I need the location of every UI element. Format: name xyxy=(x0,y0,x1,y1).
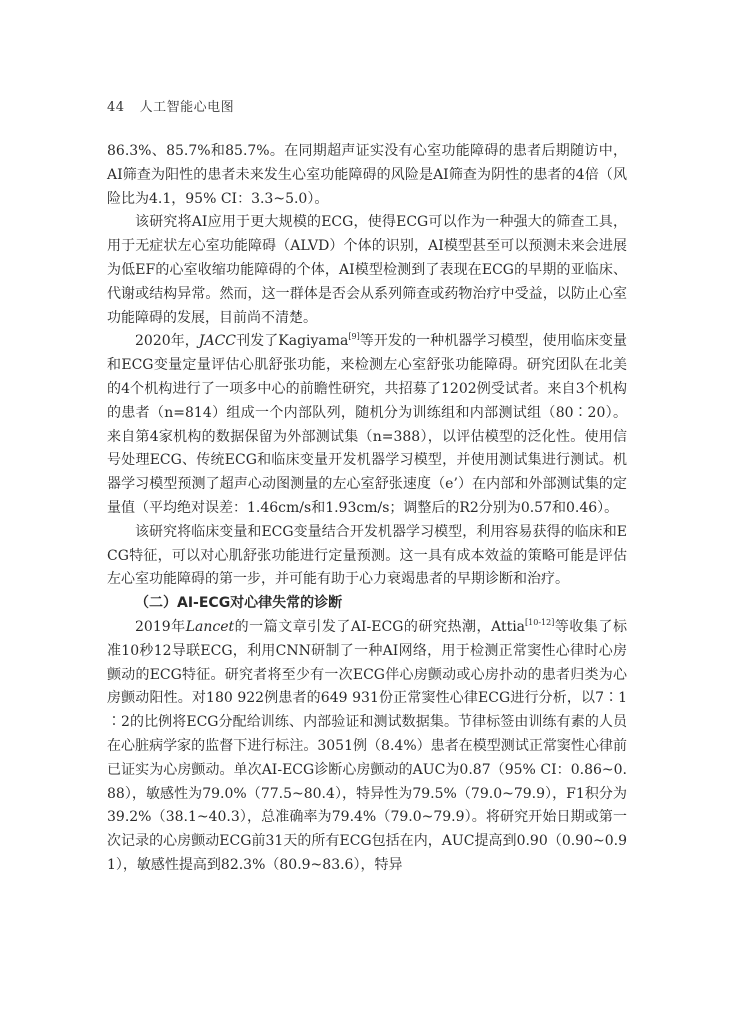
paragraph-text: 的一篇文章引发了AI-ECG的研究热潮，Attia xyxy=(234,618,526,635)
book-title: 人工智能心电图 xyxy=(139,100,235,115)
paragraph-alvd-study: 该研究将AI应用于更大规模的ECG，使得ECG可以作为一种强大的筛查工具，用于无症状左心室功能障碍（ALVD）个体的识别，AI模型甚至可以预测未来会进展为低EF的心室收缩功能障碍的个体，AI模型检测到了表现在ECG的早期的亚临床、代谢或结构异常。然而，这一群体是否会从系列筛查或药物治疗中受益，以防止心室功能障碍的发展，目前尚不清楚。 xyxy=(107,214,627,326)
paragraph-kagiyama-study xyxy=(107,330,627,520)
paragraph-text: 刊发了Kagiyama xyxy=(236,333,349,350)
paragraph-text: 等收集了标准10秒12导联ECG，利用CNN研制了一种AI网络，用于检测正常窦性心律时心房颤动的ECG特征。研究者将至少有一次ECG伴心房颤动或心房扑动的患者归类为心房颤动阳性。对180 922例患者的649 931份正常窦性心律ECG进行分析，以7∶1∶2的比例将ECG分配给训练、内部验证和测试数据集。节律标签由训练有素的人员在心脏病学家的监督下进行标注。3051例（8.4%）患者在模型测试正常窦性心律前已证实为心房颤动。单次AI-ECG诊断心房颤动的AUC为0.87（95% CI：0.86~0.88），敏感性为79.0%（77.5~80.4），特异性为79.5%（79.0~79.9），F1积分为39.2%（38.1~40.3），总准确率为79.4%（79.0~79.9）。将研究开始日期或第一次记录的心房颤动ECG前31天的所有ECG包括在内，AUC提高到0.90（0.90~0.91），敏感性提高到82.3%（80.9~83.6），特异 xyxy=(107,618,627,873)
paragraph-study-summary: 该研究将临床变量和ECG变量结合开发机器学习模型，利用容易获得的临床和ECG特征，可以对心肌舒张功能进行定量预测。这一具有成本效益的策略可能是评估左心室功能障碍的第一步，并可能有助于心力衰竭患者的早期诊断和治疗。 xyxy=(107,523,627,588)
paragraph-continuation: 86.3%、85.7%和85.7%。在同期超声证实没有心室功能障碍的患者后期随访中，AI筛查为阳性的患者未来发生心室功能障碍的风险是AI筛查为阴性的患者的4倍（风险比为4.1，95% CI：3.3~5.0）。 xyxy=(107,143,627,207)
citation-ref: [10-12] xyxy=(525,617,555,627)
body-text xyxy=(107,140,627,878)
paragraph-year: 2020年， xyxy=(135,333,199,350)
journal-name: JACC xyxy=(198,333,236,350)
paragraph-year: 2019年 xyxy=(135,618,186,635)
citation-ref: [9] xyxy=(348,332,360,342)
section-heading: （二）AI-ECG对心律失常的诊断 xyxy=(135,595,343,612)
running-header xyxy=(107,96,627,115)
paragraph-attia-study xyxy=(107,616,627,878)
page-number: 44 xyxy=(107,100,125,115)
paragraph-text: 等开发的一种机器学习模型，使用临床变量和ECG变量定量评估心肌舒张功能，来检测左心室舒张功能障碍。研究团队在北美的4个机构进行了一项多中心的前瞻性研究，共招募了1202例受试者。来自3个机构的患者（n=814）组成一个内部队列，随机分为训练组和内部测试组（80∶20）。来自第4家机构的数据保留为外部测试集（n=388），以评估模型的泛化性。使用信号处理ECG、传统ECG和临床变量开发机器学习模型，并使用测试集进行测试。机器学习模型预测了超声心动图测量的左心室舒张速度（e’）在内部和外部测试集的定量值（平均绝对误差：1.46cm/s和1.93cm/s；调整后的R2分别为0.57和0.46）。 xyxy=(107,333,628,516)
journal-name: Lancet xyxy=(185,618,235,635)
